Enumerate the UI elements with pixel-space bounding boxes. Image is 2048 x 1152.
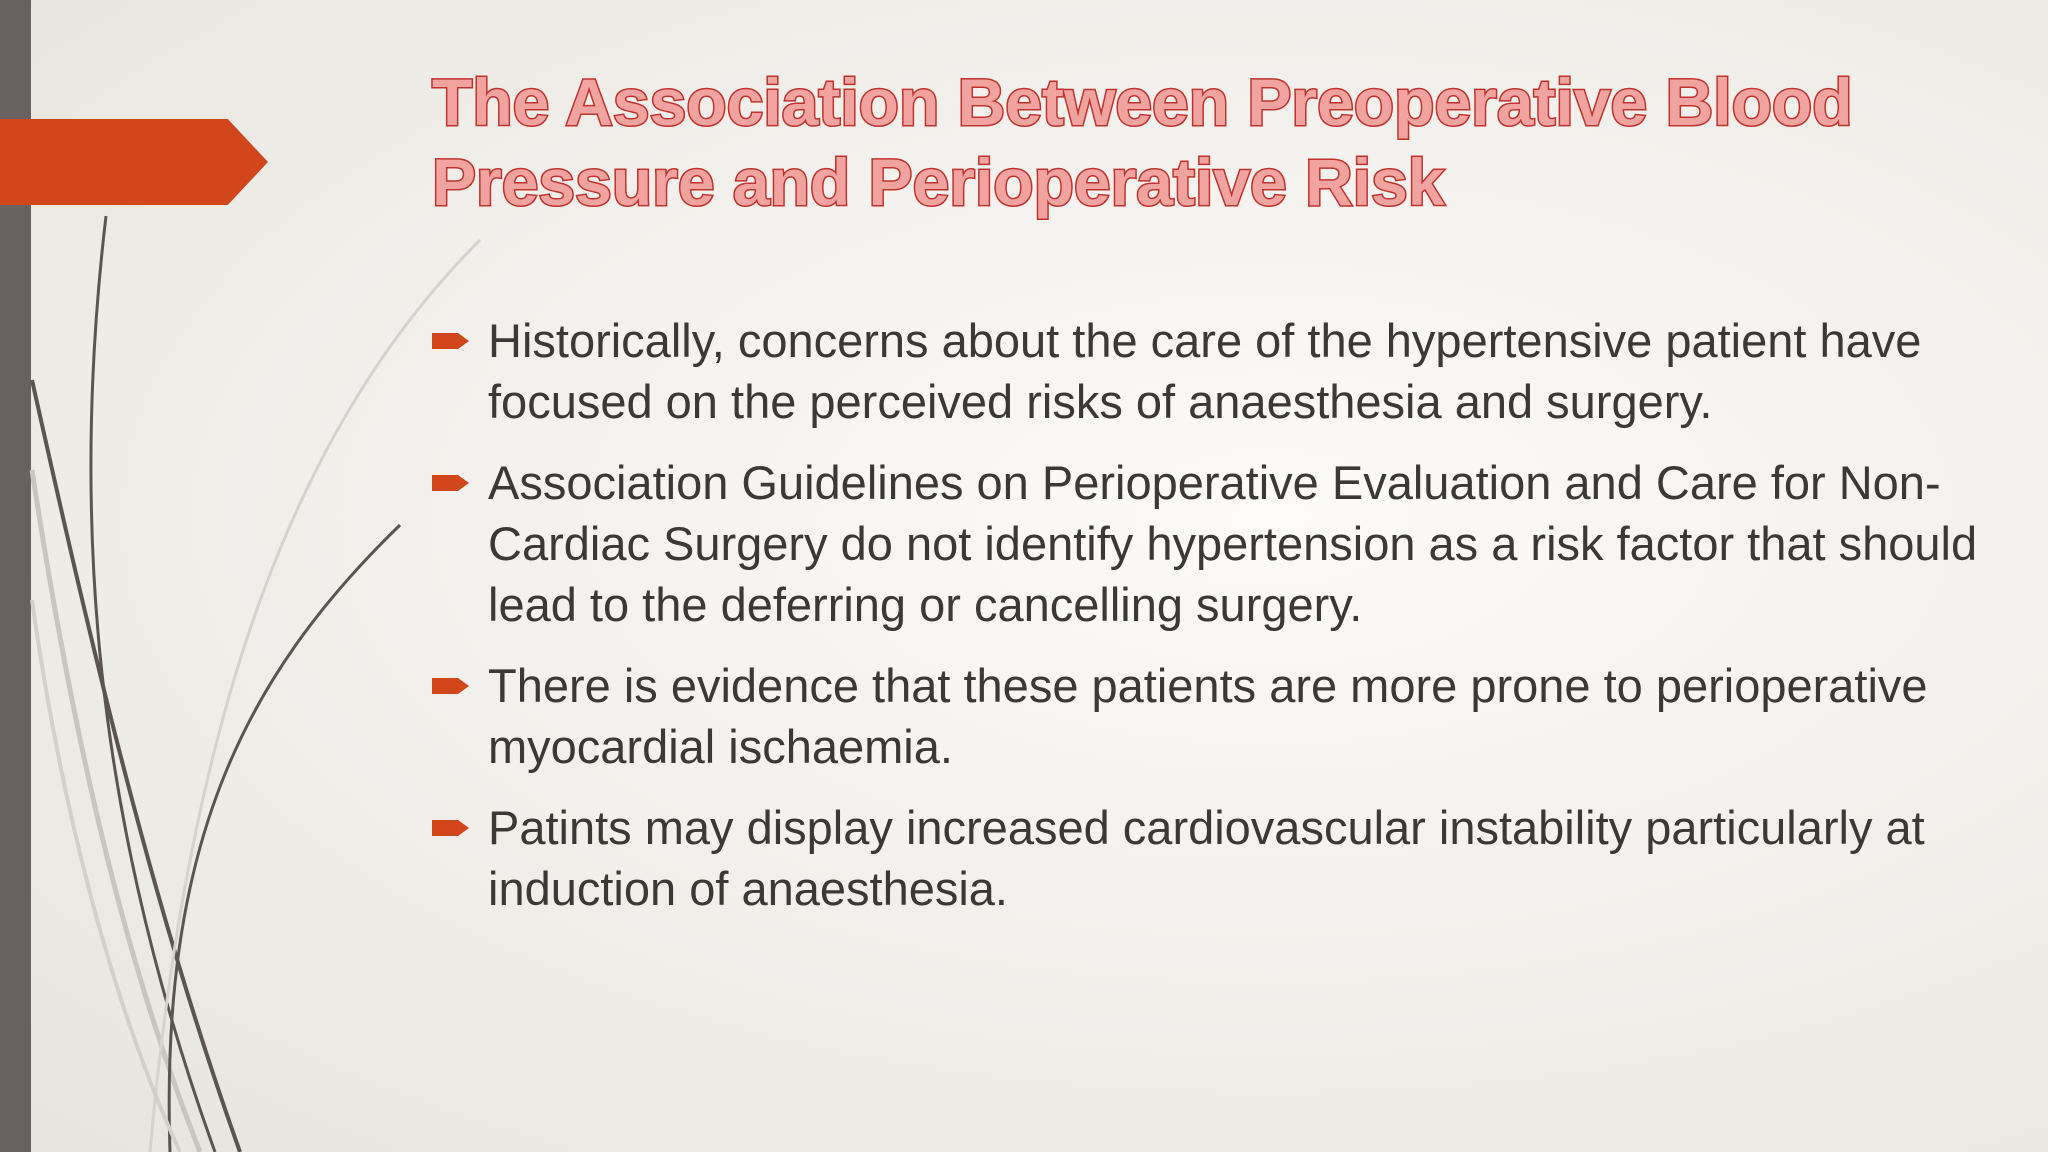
bullet-text: Patints may display increased cardiovascular instability particularly at induction of anaesthesia. bbox=[488, 801, 1925, 915]
bullet-text: Association Guidelines on Perioperative Evaluation and Care for Non-Cardiac Surgery do not identify hypertension as a risk factor that should lead to the deferring or cancelling surgery. bbox=[488, 456, 1978, 631]
slide-title: The Association Between Preoperative Blood Pressure and Perioperative Risk bbox=[432, 65, 1853, 219]
bullet-item bbox=[432, 797, 2012, 919]
bullet-item bbox=[432, 655, 2012, 777]
arrow-bullet-icon bbox=[432, 330, 470, 352]
arrow-bullet-icon bbox=[432, 472, 470, 494]
bullet-text: Historically, concerns about the care of the hypertensive patient have focused on the perceived risks of anaesthesia and surgery. bbox=[488, 314, 1922, 428]
bullet-text: There is evidence that these patients are more prone to perioperative myocardial ischaemia. bbox=[488, 659, 1928, 773]
orange-arrow-tab bbox=[0, 119, 268, 205]
arrow-bullet-icon bbox=[432, 675, 470, 697]
bullet-item bbox=[432, 310, 2012, 432]
bullet-item bbox=[432, 452, 2012, 635]
bullet-list bbox=[432, 310, 2012, 939]
arrow-bullet-icon bbox=[432, 817, 470, 839]
